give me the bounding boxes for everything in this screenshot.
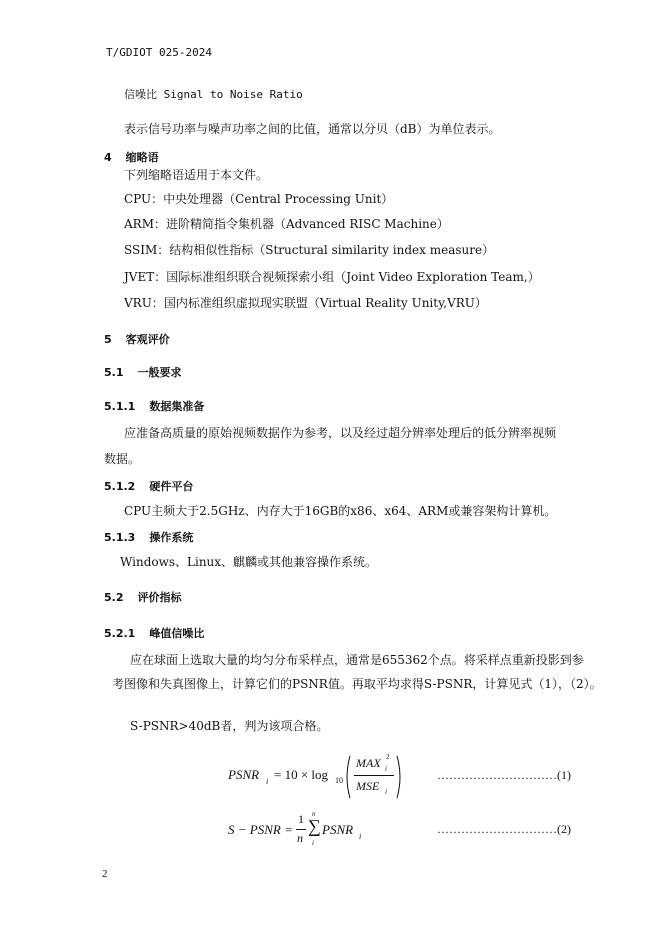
section-5-2-heading: 5.2 评价指标 bbox=[104, 591, 182, 604]
paragraph: Windows、Linux、麒麟或其他兼容操作系统。 bbox=[120, 555, 378, 569]
paragraph: 应在球面上选取大量的均匀分布采样点，通常是655362个点。将采样点重新投影到参 bbox=[130, 653, 584, 667]
section-title: 缩略语 bbox=[125, 151, 159, 164]
fraction-bar bbox=[296, 829, 306, 830]
abbr-item: JVET：国际标准组织联合视频探索小组（Joint Video Exploration Team,） bbox=[124, 270, 540, 284]
equation-1: PSNR i = 10 × log 10 MAX 2 i MSE i bbox=[228, 753, 388, 803]
term-title: 信噪比 Signal to Noise Ratio bbox=[124, 88, 303, 101]
term-definition: 表示信号功率与噪声功率之间的比值，通常以分贝（dB）为单位表示。 bbox=[124, 122, 501, 136]
section-5-1-2-heading: 5.1.2 硬件平台 bbox=[104, 480, 194, 493]
abbr-item: VRU：国内标准组织虚拟现实联盟（Virtual Reality Unity,VRU） bbox=[124, 296, 487, 310]
section-5-1-1-heading: 5.1.1 数据集准备 bbox=[104, 400, 205, 413]
paragraph: 考图像和失真图像上，计算它们的PSNR值。再取平均求得S-PSNR，计算见式（1），（2）。 bbox=[112, 677, 602, 691]
sum-symbol: ∑ bbox=[308, 816, 321, 836]
page-number: 2 bbox=[102, 868, 108, 880]
equation-1-leader: …………………………(1) bbox=[437, 768, 571, 782]
abbr-item: ARM：进阶精简指令集机器（Advanced RISC Machine） bbox=[124, 217, 449, 231]
bracket-left bbox=[343, 755, 351, 799]
abbr-item: CPU：中央处理器（Central Processing Unit） bbox=[124, 192, 394, 206]
section-5-2-1-heading: 5.2.1 峰值信噪比 bbox=[104, 627, 205, 640]
bracket-right bbox=[396, 755, 404, 799]
section-5-1-3-heading: 5.1.3 操作系统 bbox=[104, 531, 194, 544]
equation-2-leader: …………………………(2) bbox=[437, 822, 571, 836]
paragraph: 数据。 bbox=[104, 452, 141, 466]
paragraph: S-PSNR>40dB者，判为该项合格。 bbox=[130, 719, 329, 733]
abbr-intro: 下列缩略语适用于本文件。 bbox=[124, 168, 269, 182]
section-4-heading bbox=[104, 149, 159, 165]
doc-code: T/GDIOT 025-2024 bbox=[106, 46, 212, 59]
section-5-1-heading: 5.1 一般要求 bbox=[104, 366, 182, 379]
fraction-bar bbox=[354, 775, 394, 776]
section-number: 4 bbox=[104, 151, 112, 164]
abbr-item: SSIM：结构相似性指标（Structural similarity index measure） bbox=[124, 243, 495, 257]
section-5-heading: 5 客观评价 bbox=[104, 333, 170, 346]
equation-2: S − PSNR = 1 n n ∑ i PSNR i bbox=[228, 810, 362, 847]
paragraph: CPU主频大于2.5GHz、内存大于16GB的x86、x64、ARM或兼容架构计算机。 bbox=[124, 504, 557, 518]
paragraph: 应准备高质量的原始视频数据作为参考，以及经过超分辨率处理后的低分辨率视频 bbox=[124, 426, 557, 440]
